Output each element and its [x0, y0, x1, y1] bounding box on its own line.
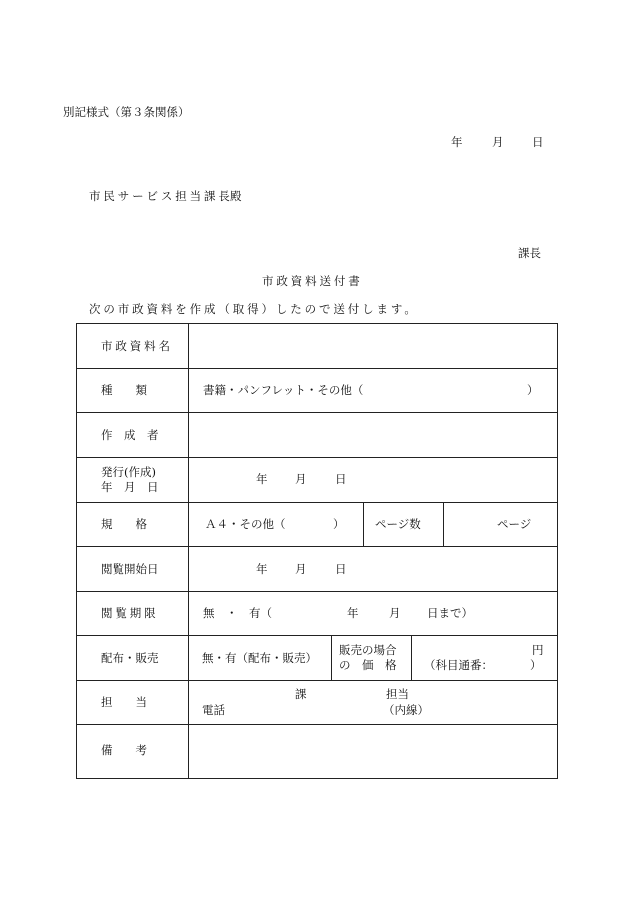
label-issue-date-1: 発行(作成)	[101, 465, 156, 479]
honorific: 殿	[230, 189, 242, 203]
sale-price-label-2: の 価 格	[339, 658, 397, 672]
view-start-day: 日	[335, 562, 347, 576]
field-distribution[interactable]	[189, 636, 331, 680]
field-pages[interactable]	[444, 503, 557, 546]
form-table	[76, 323, 558, 779]
field-issue-date[interactable]	[189, 458, 557, 502]
view-start-month: 月	[295, 562, 307, 576]
date-year: 年	[451, 135, 463, 149]
spec-options: Ａ４・その他（	[205, 517, 286, 531]
contact-section: 課	[295, 687, 307, 701]
date-day: 日	[532, 135, 544, 149]
field-remarks[interactable]	[189, 725, 557, 778]
intro-text: 次の市政資料を作成（取得）したので送付します。	[89, 302, 419, 316]
row-remarks	[77, 725, 557, 778]
label-material-name: 市政資料名	[101, 339, 173, 353]
field-contact[interactable]	[189, 681, 557, 724]
label-author: 作 成 者	[101, 428, 159, 442]
label-distribution: 配布・販売	[101, 651, 159, 665]
row-contact	[77, 681, 557, 725]
pages-label-cell	[364, 503, 443, 546]
contact-person: 担当	[386, 687, 409, 701]
field-material-name[interactable]	[189, 324, 557, 368]
issue-day: 日	[335, 472, 347, 486]
view-start-year: 年	[256, 562, 268, 576]
label-remarks: 備 考	[101, 743, 147, 757]
recipient: 市民サービス担当課長	[89, 189, 233, 203]
period-until: 日まで）	[427, 606, 473, 620]
label-contact: 担 当	[101, 695, 147, 709]
field-spec[interactable]	[189, 503, 363, 546]
issue-month: 月	[295, 472, 307, 486]
form-style-label: 別記様式（第３条関係）	[63, 105, 190, 119]
type-close-paren: ）	[527, 383, 539, 397]
yen-unit: 円	[532, 643, 544, 657]
row-period	[77, 592, 557, 636]
row-material-name	[77, 324, 557, 369]
phone-label: 電話	[202, 703, 225, 717]
row-issue-date	[77, 458, 557, 503]
row-type	[77, 369, 557, 413]
field-author[interactable]	[189, 413, 557, 457]
pages-unit: ページ	[497, 517, 532, 531]
sale-price-label-1: 販売の場合	[339, 643, 397, 657]
document-title: 市政資料送付書	[262, 274, 363, 288]
label-spec: 規 格	[101, 517, 147, 531]
label-view-start: 閲覧開始日	[101, 562, 159, 576]
date-month: 月	[492, 135, 504, 149]
field-view-start[interactable]	[189, 547, 557, 591]
label-type: 種 類	[101, 383, 147, 397]
pages-label: ページ数	[375, 517, 421, 531]
field-type[interactable]	[189, 369, 557, 412]
label-issue-date-2: 年 月 日	[101, 480, 159, 494]
field-sale-price[interactable]	[412, 636, 557, 680]
type-options: 書籍・パンフレット・その他（	[203, 383, 364, 397]
row-view-start	[77, 547, 557, 592]
issue-year: 年	[256, 472, 268, 486]
row-distribution	[77, 636, 557, 681]
account-code: （科目通番：	[424, 658, 493, 672]
row-spec	[77, 503, 557, 547]
spec-close-paren: ）	[333, 517, 345, 531]
label-period: 閲覧期限	[101, 606, 159, 620]
row-author	[77, 413, 557, 458]
extension-label: （内線）	[383, 703, 429, 717]
distribution-options: 無・有（配布・販売）	[202, 651, 317, 665]
sender-title: 課長	[518, 246, 541, 260]
period-month: 月	[389, 606, 401, 620]
field-period[interactable]	[189, 592, 557, 635]
period-none-has: 無 ・ 有（	[203, 606, 272, 620]
sale-price-label-cell	[332, 636, 411, 680]
account-code-close: ）	[530, 658, 542, 672]
period-year: 年	[347, 606, 359, 620]
